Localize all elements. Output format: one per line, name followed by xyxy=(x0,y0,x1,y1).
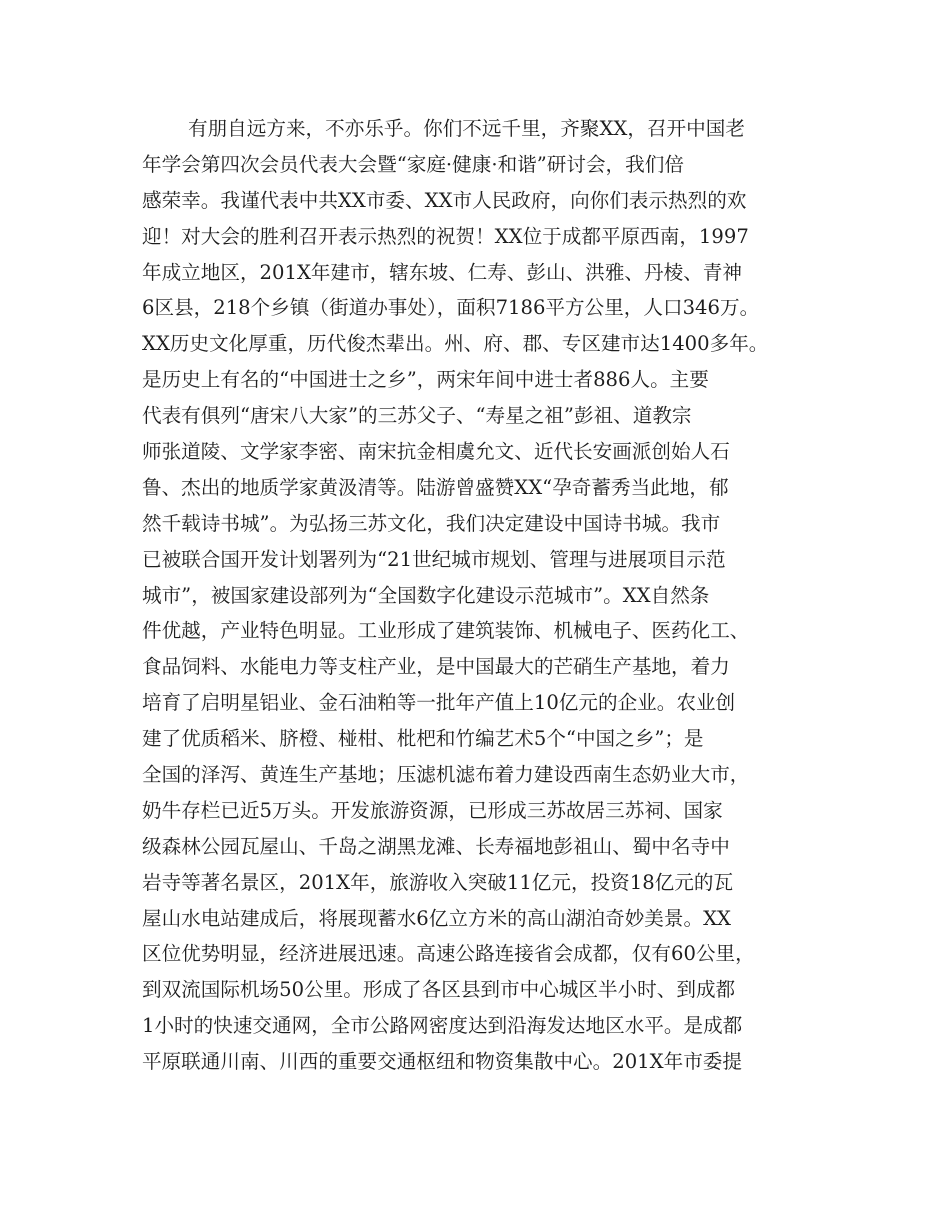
text-line: 感荣幸。我谨代表中共XX市委、XX市人民政府，向你们表示热烈的欢 xyxy=(142,188,747,212)
body-text xyxy=(142,111,832,1080)
text-line: 迎！对大会的胜利召开表示热烈的祝贺！XX位于成都平原西南，1997 xyxy=(142,224,749,248)
text-line: 全国的泽泻、黄连生产基地；压滤机滤布着力建设西南生态奶业大市， xyxy=(142,763,750,787)
text-line: 鲁、杰出的地质学家黄汲清等。陆游曾盛赞XX“孕奇蓄秀当此地，郁 xyxy=(142,475,729,499)
text-line: 岩寺等著名景区，201X年，旅游收入突破11亿元，投资18亿元的瓦 xyxy=(142,870,734,894)
text-line: 代表有俱列“唐宋八大家”的三苏父子、“寿星之祖”彭祖、道教宗 xyxy=(142,404,692,428)
text-line: 屋山水电站建成后，将展现蓄水6亿立方米的高山湖泊奇妙美景。XX xyxy=(142,906,731,930)
text-line: 级森林公园瓦屋山、千岛之湖黑龙滩、长寿福地彭祖山、蜀中名寺中 xyxy=(142,834,730,858)
text-line: 已被联合国开发计划署列为“21世纪城市规划、管理与进展项目示范 xyxy=(142,547,726,571)
text-line: 食品饲料、水能电力等支柱产业，是中国最大的芒硝生产基地，着力 xyxy=(142,655,730,679)
text-line: XX历史文化厚重，历代俊杰辈出。州、府、郡、专区建市达1400多年。 xyxy=(142,332,769,356)
text-line: 到双流国际机场50公里。形成了各区县到市中心城区半小时、到成都 xyxy=(142,978,736,1002)
text-line: 1小时的快速交通网，全市公路网密度达到沿海发达地区水平。是成都 xyxy=(142,1014,743,1038)
text-line: 平原联通川南、川西的重要交通枢纽和物资集散中心。201X年市委提 xyxy=(142,1050,742,1074)
text-line: 6区县，218个乡镇（街道办事处），面积7186平方公里，人口346万。 xyxy=(142,296,760,320)
text-line: 建了优质稻米、脐橙、椪柑、枇杷和竹编艺术5个“中国之乡”；是 xyxy=(142,727,704,751)
text-line: 年成立地区，201X年建市，辖东坡、仁寿、彭山、洪雅、丹棱、青神 xyxy=(142,260,742,284)
text-line: 区位优势明显，经济进展迅速。高速公路连接省会成都，仅有60公里， xyxy=(142,942,755,966)
text-line: 城市”，被国家建设部列为“全国数字化建设示范城市”。XX自然条 xyxy=(142,583,710,607)
text-line: 培育了启明星铝业、金石油粕等一批年产值上10亿元的企业。农业创 xyxy=(142,691,736,715)
text-line: 师张道陵、文学家李密、南宋抗金相虞允文、近代长安画派创始人石 xyxy=(142,440,730,464)
text-line: 有朋自远方来，不亦乐乎。你们不远千里，齐聚XX，召开中国老 xyxy=(188,117,745,140)
text-line: 是历史上有名的“中国进士之乡”，两宋年间中进士者886人。主要 xyxy=(142,368,709,392)
text-line: 然千载诗书城”。为弘扬三苏文化，我们决定建设中国诗书城。我市 xyxy=(142,511,721,535)
text-line: 件优越，产业特色明显。工业形成了建筑装饰、机械电子、医药化工、 xyxy=(142,619,750,643)
text-line: 年学会第四次会员代表大会暨“家庭·健康·和谐”研讨会，我们倍 xyxy=(142,152,684,176)
text-line: 奶牛存栏已近5万头。开发旅游资源，已形成三苏故居三苏祠、国家 xyxy=(142,798,723,822)
